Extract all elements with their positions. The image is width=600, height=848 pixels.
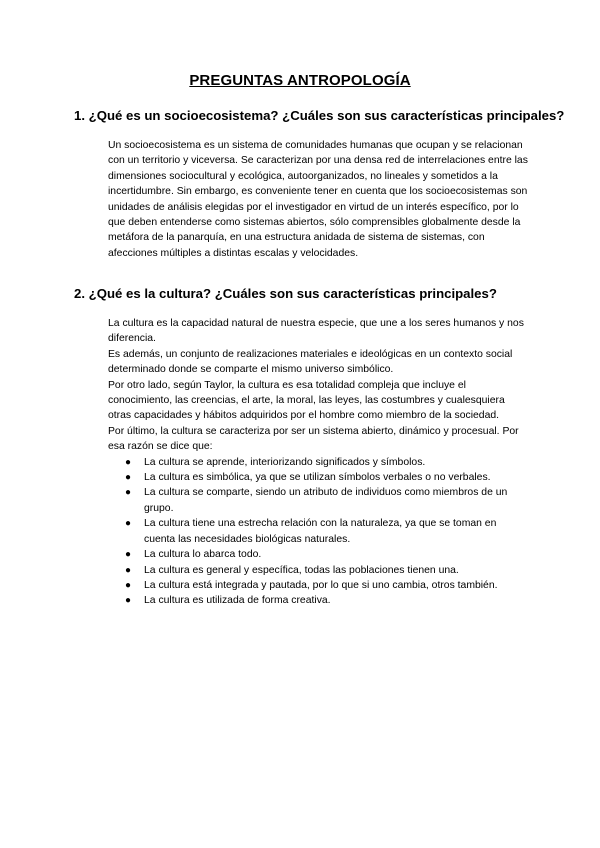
list-item-text: La cultura es simbólica, ya que se utilizan símbolos verbales o no verbales.	[144, 472, 491, 484]
list-item-text: La cultura lo abarca todo.	[144, 549, 262, 561]
list-item	[108, 563, 528, 578]
bullet-icon: ●	[125, 564, 132, 576]
answer-2-paragraph-3: Por otro lado, según Taylor, la cultura es esa totalidad compleja que incluye el conocimiento, las creencias, el arte, la moral, las leyes, las costumbres y cualesquiera otras capacidades y hábitos adquiridos por el hombre como miembro de la sociedad.	[108, 379, 505, 422]
bullet-icon: ●	[125, 579, 132, 591]
list-item	[108, 547, 528, 562]
list-item	[108, 485, 528, 516]
culture-characteristics-list	[108, 455, 528, 609]
answer-2-paragraph-4: Por último, la cultura se caracteriza por ser un sistema abierto, dinámico y procesual. Por esa razón se dice que:	[108, 425, 519, 453]
question-1-heading: 1. ¿Qué es un socioecosistema? ¿Cuáles son sus características principales?	[74, 108, 565, 123]
bullet-icon: ●	[125, 595, 132, 607]
answer-2-paragraph-1: La cultura es la capacidad natural de nuestra especie, que une a los seres humanos y nos diferencia.	[108, 318, 524, 345]
bullet-icon: ●	[125, 549, 132, 561]
bullet-icon: ●	[125, 456, 132, 468]
answer-2-paragraph-2: Es además, un conjunto de realizaciones materiales e ideológicas en un contexto social determinado donde se comparte el mismo universo simbólico.	[108, 348, 513, 376]
list-item	[108, 516, 528, 547]
list-item-text: La cultura se comparte, siendo un atributo de individuos como miembros de un grupo.	[144, 487, 508, 514]
answer-1	[108, 138, 528, 261]
bullet-icon: ●	[125, 472, 132, 484]
document-title: PREGUNTAS ANTROPOLOGÍA	[189, 72, 411, 89]
answer-2	[108, 316, 528, 609]
question-2-heading: 2. ¿Qué es la cultura? ¿Cuáles son sus características principales?	[74, 286, 497, 301]
answer-1-paragraph: Un socioecosistema es un sistema de comunidades humanas que ocupan y se relacionan con un territorio y viceversa. Se caracterizan por una densa red de interrelaciones entre las dimensiones sociocultural y ecológica, autoorganizados, no lineales y sometidos a la incertidumbre. Sin embargo, es conveniente tener en cuenta que los socioecosistemas son unidades de análisis elegidas por el investigador en virtud de un interés específico, por lo que deben entenderse como sistemas abiertos, sólo comprensibles globalmente desde la metáfora de la panarquía, en una estructura anidada de sistema de sistemas, con afecciones múltiples a distintas escalas y velocidades.	[108, 140, 528, 259]
list-item	[108, 455, 528, 470]
bullet-icon: ●	[125, 487, 132, 499]
list-item	[108, 470, 528, 485]
list-item-text: La cultura está integrada y pautada, por lo que si uno cambia, otros también.	[144, 579, 498, 591]
bullet-icon: ●	[125, 518, 132, 530]
list-item	[108, 593, 528, 608]
list-item-text: La cultura es general y específica, todas las poblaciones tienen una.	[144, 564, 459, 576]
list-item-text: La cultura es utilizada de forma creativa.	[144, 595, 331, 607]
list-item	[108, 578, 528, 593]
list-item-text: La cultura se aprende, interiorizando significados y símbolos.	[144, 456, 426, 468]
list-item-text: La cultura tiene una estrecha relación con la naturaleza, ya que se toman en cuenta las necesidades biológicas naturales.	[144, 518, 497, 545]
